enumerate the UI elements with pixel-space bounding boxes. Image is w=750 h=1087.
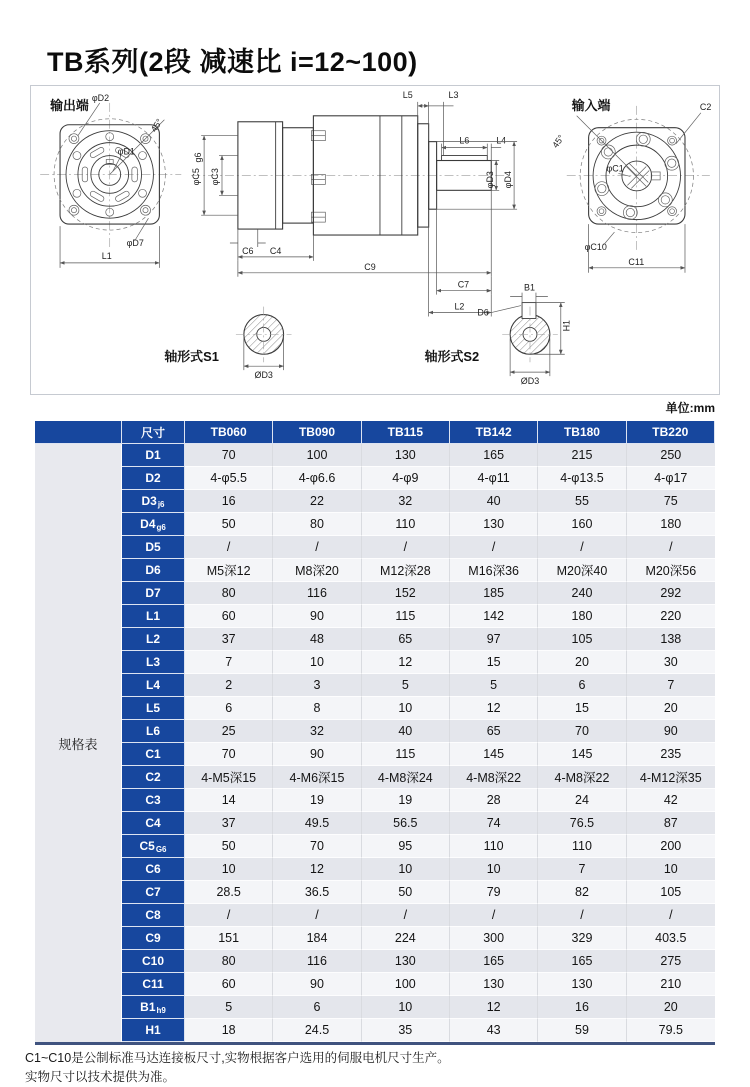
cell-value: 20 [627,697,715,720]
cell-value: 184 [273,927,361,950]
footnote-line-2: 实物尺寸以技术提供为准。 [25,1070,176,1084]
col-header-TB180: TB180 [538,421,626,444]
cell-value: 4-φ11 [450,467,538,490]
cell-value: 80 [273,513,361,536]
cell-value: 300 [450,927,538,950]
cell-value: 40 [450,490,538,513]
cell-value: 40 [362,720,450,743]
col-header-TB220: TB220 [627,421,715,444]
row-label-L4: L4 [122,674,185,697]
cell-value: 145 [538,743,626,766]
footnote-line-1: C1~C10是公制标准马达连接板尺寸,实物根据客户选用的伺服电机尺寸生产。 [25,1051,450,1065]
cell-value: M20深40 [538,559,626,582]
cell-value: 7 [538,858,626,881]
row-label-D3: D3 j6 [122,490,185,513]
cell-value: 130 [450,973,538,996]
cell-value: 25 [185,720,273,743]
cell-value: 130 [450,513,538,536]
dim-label-d6: D6 [477,307,489,318]
row-label-L2: L2 [122,628,185,651]
cell-value: 10 [273,651,361,674]
cell-value: 79.5 [627,1019,715,1042]
cell-value: 37 [185,628,273,651]
cell-value: 138 [627,628,715,651]
row-label-D4: D4 g6 [122,513,185,536]
cell-value: 87 [627,812,715,835]
unit-note: 单位:mm [665,401,715,415]
dim-label-phi-d7: φD7 [126,237,144,248]
cell-value: 4-M5深15 [185,766,273,789]
cell-value: 12 [273,858,361,881]
dim-label-phi-d1: φD1 [117,146,135,157]
cell-value: 80 [185,950,273,973]
cell-value: / [273,904,361,927]
cell-value: 151 [185,927,273,950]
cell-value: 100 [362,973,450,996]
table-side-label: 规格表 [35,444,122,1042]
dim-label-phi-d3: φD3 [485,171,496,189]
cell-value: 20 [538,651,626,674]
dim-label-phi-c10: φC10 [584,241,607,252]
cell-value: 4-φ9 [362,467,450,490]
cell-value: 250 [627,444,715,467]
cell-value: / [185,536,273,559]
cell-value: 60 [185,605,273,628]
dim-label-l2: L2 [454,301,465,312]
cell-value: 210 [627,973,715,996]
cell-value: 10 [450,858,538,881]
cell-value: 200 [627,835,715,858]
cell-value: 224 [362,927,450,950]
cell-value: / [538,904,626,927]
cell-value: 70 [185,743,273,766]
col-header-TB142: TB142 [450,421,538,444]
cell-value: 185 [450,582,538,605]
dim-label-phi-c5: φC5 [191,168,202,186]
technical-drawing [31,86,719,394]
row-label-C4: C4 [122,812,185,835]
cell-value: / [450,536,538,559]
technical-drawing-panel [30,85,720,395]
cell-value: / [450,904,538,927]
row-label-L3: L3 [122,651,185,674]
cell-value: 10 [185,858,273,881]
cell-value: 50 [362,881,450,904]
cell-value: 76.5 [538,812,626,835]
cell-value: 6 [273,996,361,1019]
cell-value: 24.5 [273,1019,361,1042]
cell-value: 215 [538,444,626,467]
cell-value: 22 [273,490,361,513]
cell-value: 90 [273,743,361,766]
cell-value: 8 [273,697,361,720]
dim-label-l5: L5 [402,89,413,100]
cell-value: / [362,904,450,927]
cell-value: 4-M12深35 [627,766,715,789]
cell-value: 142 [450,605,538,628]
row-label-C5: C5 G6 [122,835,185,858]
cell-value: / [627,904,715,927]
cell-value: 275 [627,950,715,973]
cell-value: 90 [273,605,361,628]
cell-value: 4-M6深15 [273,766,361,789]
col-header-size: 尺寸 [122,421,185,444]
row-label-D5: D5 [122,536,185,559]
shaft-s1-label: 轴形式S1 [164,349,219,365]
shaft-type-s1 [163,307,291,381]
dim-label-c7: C7 [457,279,470,290]
cell-value: 180 [627,513,715,536]
cell-value: 4-M8深22 [450,766,538,789]
cell-value: 48 [273,628,361,651]
cell-value: 37 [185,812,273,835]
cell-value: 7 [185,651,273,674]
cell-value: 95 [362,835,450,858]
cell-value: 12 [450,697,538,720]
cell-value: 145 [450,743,538,766]
cell-value: 42 [627,789,715,812]
dim-label-45-input: 45° [550,132,567,150]
row-label-C11: C11 [122,973,185,996]
row-label-L6: L6 [122,720,185,743]
cell-value: 130 [362,950,450,973]
cell-value: 130 [362,444,450,467]
col-header-TB060: TB060 [185,421,273,444]
cell-value: 105 [627,881,715,904]
cell-value: 6 [538,674,626,697]
cell-value: 10 [362,697,450,720]
hub-hatch [626,163,649,188]
dim-label-phi-c1: φC1 [606,163,624,174]
dim-label-c11: C11 [628,256,645,267]
cell-value: 110 [450,835,538,858]
spec-table [35,421,715,1045]
cell-value: 43 [450,1019,538,1042]
cell-value: 75 [627,490,715,513]
cell-value: 100 [273,444,361,467]
cell-value: 235 [627,743,715,766]
output-end-label: 输出端 [50,97,89,113]
row-label-C9: C9 [122,927,185,950]
cell-value: 74 [450,812,538,835]
cell-value: 5 [450,674,538,697]
cell-value: 97 [450,628,538,651]
dim-label-l1: L1 [101,250,112,261]
row-label-D2: D2 [122,467,185,490]
cell-value: 28 [450,789,538,812]
cell-value: 28.5 [185,881,273,904]
cell-value: 165 [450,444,538,467]
dim-label-c2: C2 [699,101,712,112]
cell-value: 12 [450,996,538,1019]
dim-label-phi-c3: φC3 [210,168,221,186]
cell-value: 90 [627,720,715,743]
row-label-C7: C7 [122,881,185,904]
cell-value: 5 [185,996,273,1019]
cell-value: 110 [362,513,450,536]
output-end-view [40,93,181,268]
cell-value: M20深56 [627,559,715,582]
dim-label-c5-sub: g6 [193,152,204,163]
cell-value: 292 [627,582,715,605]
cell-value: M12深28 [362,559,450,582]
cell-value: / [362,536,450,559]
cell-value: 329 [538,927,626,950]
cell-value: 24 [538,789,626,812]
cell-value: 10 [627,858,715,881]
col-header-TB115: TB115 [362,421,450,444]
row-label-C1: C1 [122,743,185,766]
cell-value: 70 [538,720,626,743]
cell-value: 10 [362,858,450,881]
dim-label-c6: C6 [242,245,254,256]
cell-value: 15 [538,697,626,720]
cell-value: 110 [538,835,626,858]
cell-value: 55 [538,490,626,513]
cell-value: M8深20 [273,559,361,582]
cell-value: 70 [273,835,361,858]
cell-value: 35 [362,1019,450,1042]
cell-value: 116 [273,950,361,973]
cell-value: 60 [185,973,273,996]
cell-value: 56.5 [362,812,450,835]
cell-value: 16 [185,490,273,513]
input-end-label: 输入端 [571,97,611,113]
dim-label-l6: L6 [459,135,470,146]
dim-label-b1: B1 [524,282,535,293]
cell-value: 65 [362,628,450,651]
cell-value: 50 [185,513,273,536]
dim-label-phi-d4: φD4 [503,171,514,189]
row-label-H1: H1 [122,1019,185,1042]
cell-value: 4-φ5.5 [185,467,273,490]
cell-value: 403.5 [627,927,715,950]
table-corner-cell [35,421,122,444]
dim-label-s2-dia: ØD3 [520,376,540,387]
cell-value: M16深36 [450,559,538,582]
cell-value: 4-M8深22 [538,766,626,789]
cell-value: 2 [185,674,273,697]
cell-value: 32 [273,720,361,743]
cell-value: 220 [627,605,715,628]
page-title: TB系列(2段 减速比 i=12~100) [47,47,418,78]
row-label-C2: C2 [122,766,185,789]
cell-value: 165 [450,950,538,973]
cell-value: 180 [538,605,626,628]
cell-value: 59 [538,1019,626,1042]
cell-value: 152 [362,582,450,605]
dim-label-l4: L4 [496,135,507,146]
row-label-C10: C10 [122,950,185,973]
cell-value: 6 [185,697,273,720]
cell-value: 14 [185,789,273,812]
dim-label-c4: C4 [269,245,282,256]
row-label-D1: D1 [122,444,185,467]
row-label-C3: C3 [122,789,185,812]
dim-label-h1: H1 [561,319,572,332]
cell-value: 4-φ13.5 [538,467,626,490]
cell-value: 19 [362,789,450,812]
cell-value: 160 [538,513,626,536]
dim-label-l3: L3 [448,89,459,100]
cell-value: 65 [450,720,538,743]
dim-label-45-output: 45° [148,117,165,134]
shaft-s2-label: 轴形式S2 [424,349,480,365]
cell-value: 4-φ6.6 [273,467,361,490]
cell-value: 70 [185,444,273,467]
cell-value: 10 [362,996,450,1019]
input-end-view [550,98,711,273]
row-label-D6: D6 [122,559,185,582]
row-label-L1: L1 [122,605,185,628]
cell-value: 20 [627,996,715,1019]
cell-value: 19 [273,789,361,812]
cell-value: M5深12 [185,559,273,582]
cell-value: 105 [538,628,626,651]
cell-value: 32 [362,490,450,513]
cell-value: 165 [538,950,626,973]
cell-value: 116 [273,582,361,605]
cell-value: / [273,536,361,559]
cell-value: / [538,536,626,559]
cell-value: 4-φ17 [627,467,715,490]
row-label-B1: B1 h9 [122,996,185,1019]
cell-value: 12 [362,651,450,674]
row-label-D7: D7 [122,582,185,605]
cell-value: 3 [273,674,361,697]
dim-label-s1-dia: ØD3 [254,370,273,381]
cell-value: 130 [538,973,626,996]
cell-value: 240 [538,582,626,605]
dim-label-phi-d2: φD2 [91,92,110,103]
cell-value: / [627,536,715,559]
cell-value: 5 [362,674,450,697]
cell-value: 80 [185,582,273,605]
cell-value: 7 [627,674,715,697]
cell-value: 115 [362,605,450,628]
cell-value: 30 [627,651,715,674]
side-view [191,90,517,317]
row-label-C6: C6 [122,858,185,881]
cell-value: 79 [450,881,538,904]
cell-value: 36.5 [273,881,361,904]
cell-value: 49.5 [273,812,361,835]
dim-label-c9: C9 [364,261,376,272]
row-label-L5: L5 [122,697,185,720]
cell-value: 18 [185,1019,273,1042]
cell-value: 15 [450,651,538,674]
shaft-type-s2 [424,283,572,386]
cell-value: / [185,904,273,927]
cell-value: 50 [185,835,273,858]
cell-value: 4-M8深24 [362,766,450,789]
cell-value: 90 [273,973,361,996]
cell-value: 82 [538,881,626,904]
col-header-TB090: TB090 [273,421,361,444]
cell-value: 115 [362,743,450,766]
footnotes [25,1049,450,1087]
row-label-C8: C8 [122,904,185,927]
cell-value: 16 [538,996,626,1019]
